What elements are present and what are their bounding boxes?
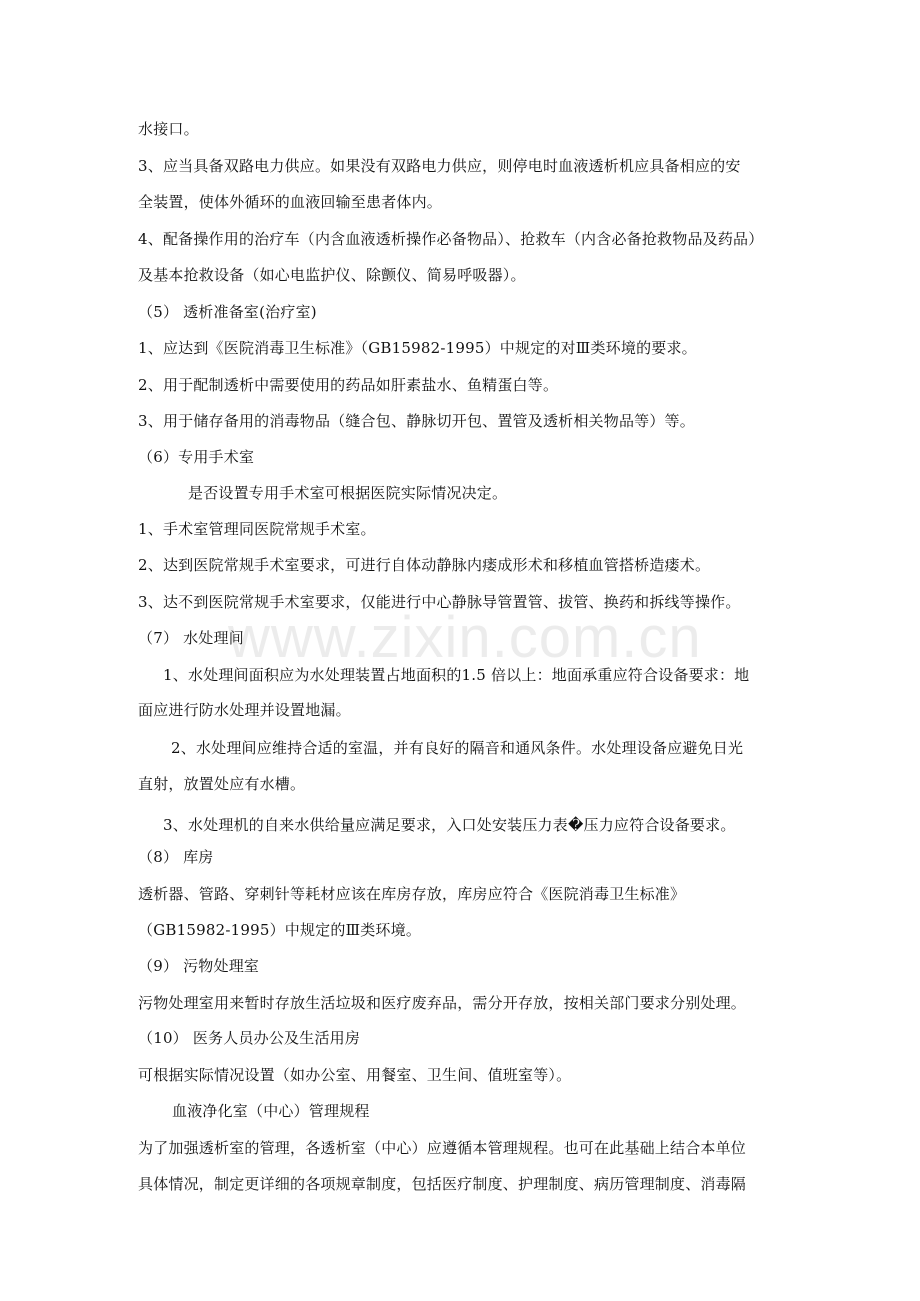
text-line: 全装置，使体外循环的血液回输至患者体内。 [138, 193, 443, 211]
text-line: 污物处理室用来暂时存放生活垃圾和医疗废弃品，需分开存放，按相关部门要求分别处理。 [138, 994, 747, 1012]
section-heading: （7） 水处理间 [138, 629, 244, 647]
text-line: 2、用于配制透析中需要使用的药品如肝素盐水、鱼精蛋白等。 [138, 376, 559, 394]
text-line: 具体情况，制定更详细的各项规章制度，包括医疗制度、护理制度、病历管理制度、消毒隔 [138, 1175, 747, 1193]
text-line: 是否设置专用手术室可根据医院实际情况决定。 [188, 484, 508, 502]
text-line: 3、达不到医院常规手术室要求，仅能进行中心静脉导管置管、拔管、换药和拆线等操作。 [138, 593, 741, 611]
text-line: 直射，放置处应有水槽。 [138, 775, 306, 793]
text-line: （GB15982-1995）中规定的Ⅲ类环境。 [138, 921, 422, 939]
text-line: 透析器、管路、穿刺针等耗材应该在库房存放，库房应符合《医院消毒卫生标准》 [138, 885, 686, 903]
section-heading: （6）专用手术室 [138, 448, 255, 466]
text-line: 1、应达到《医院消毒卫生标准》（GB15982-1995）中规定的对Ⅲ类环境的要求。 [138, 339, 697, 357]
text-line: 1、手术室管理同医院常规手术室。 [138, 520, 376, 538]
text-line: 可根据实际情况设置（如办公室、用餐室、卫生间、值班室等）。 [138, 1066, 572, 1084]
section-heading: （9） 污物处理室 [138, 957, 260, 975]
document-title: 血液净化室（中心）管理规程 [172, 1102, 370, 1120]
text-line: 面应进行防水处理并设置地漏。 [138, 701, 351, 719]
text-line: 3、应当具备双路电力供应。如果没有双路电力供应，则停电时血液透析机应具备相应的安 [138, 157, 741, 175]
text-line: 3、用于储存备用的消毒物品（缝合包、静脉切开包、置管及透析相关物品等）等。 [138, 412, 695, 430]
text-line: 4、配备操作用的治疗车（内含血液透析操作必备物品）、抢救车（内含必备抢救物品及药品） [138, 230, 764, 248]
text-line: 2、水处理间应维持合适的室温，并有良好的隔音和通风条件。水处理设备应避免日光 [171, 739, 744, 757]
text-line: 2、达到医院常规手术室要求，可进行自体动静脉内瘘成形术和移植血管搭桥造瘘术。 [138, 556, 711, 574]
section-heading: （10） 医务人员办公及生活用房 [138, 1029, 361, 1047]
text-line: 及基本抢救设备（如心电监护仪、除颤仪、简易呼吸器）。 [138, 266, 526, 284]
text-line: 水接口。 [138, 120, 199, 138]
text-line: 3、水处理机的自来水供给量应满足要求，入口处安装压力表�压力应符合设备要求。 [163, 816, 736, 834]
section-heading: （5） 透析准备室(治疗室) [138, 303, 317, 321]
section-heading: （8） 库房 [138, 848, 214, 866]
text-line: 1、水处理间面积应为水处理装置占地面积的1.5 倍以上：地面承重应符合设备要求：地 [163, 666, 750, 684]
watermark: www.zixin.com.cn [228, 605, 702, 670]
text-line: 为了加强透析室的管理，各透析室（中心）应遵循本管理规程。也可在此基础上结合本单位 [138, 1139, 747, 1157]
